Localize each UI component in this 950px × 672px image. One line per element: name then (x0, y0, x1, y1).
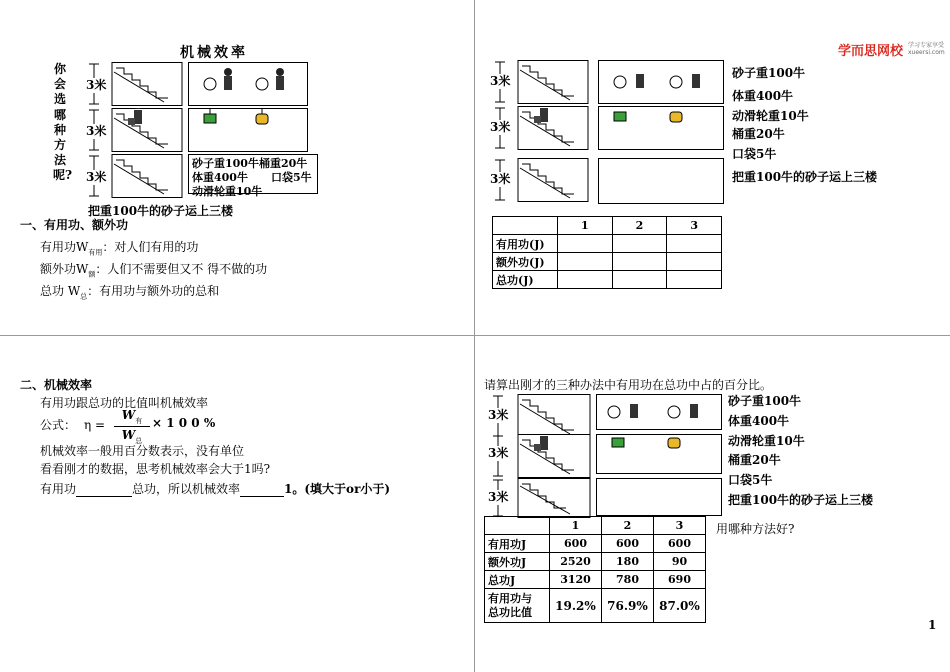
pulley-load-illustration (188, 108, 308, 152)
info-bag-weight: 口袋5牛 (732, 147, 777, 162)
section-2-heading: 二、机械效率 (20, 378, 93, 392)
info-sand-weight: 砂子重100牛 (728, 394, 802, 408)
fill-in-blank: 有用功 总功，所以机械效率 1。(填大于or小于) (40, 482, 391, 496)
table-cell[interactable] (612, 253, 667, 271)
q2-pulley-1 (598, 60, 724, 108)
table-cell[interactable] (667, 235, 722, 253)
table-row: 有用功与 总功比值 19.2% 76.9% 87.0% (485, 589, 706, 623)
table-cell[interactable] (612, 271, 667, 289)
table-header-row: 1 2 3 (493, 217, 722, 235)
q4-pulley-1 (596, 394, 722, 434)
q2-empty-box (598, 158, 724, 204)
box-line-3: 动滑轮重10牛 (192, 185, 263, 198)
q2-height-1: 3米 (490, 74, 511, 88)
height-label-2: 3米 (86, 124, 107, 138)
box-line-1: 砂子重100牛桶重20牛 (192, 157, 308, 170)
box-line-2: 体重400牛 口袋5牛 (192, 171, 312, 184)
q2-pulley-2 (598, 106, 724, 154)
brand-logo-sub: 学习专家享受 xueersi.com (908, 42, 945, 56)
parameters-box (188, 154, 318, 198)
which-method-question: 用哪种方法好? (716, 522, 795, 536)
table-row: 有用功(J) (493, 235, 722, 253)
efficiency-question: 看看刚才的数据，思考机械效率会大于1吗? (40, 462, 271, 476)
q2-height-2: 3米 (490, 120, 511, 134)
efficiency-note: 机械效率一般用百分数表示，没有单位 (40, 444, 245, 458)
q4-results-table (484, 516, 706, 623)
formula-denominator: $W_总$ (121, 428, 143, 446)
table-cell[interactable] (558, 271, 613, 289)
info-bucket-weight: 桶重20牛 (732, 127, 785, 142)
table-row: 有用功J 600 600 600 (485, 535, 706, 553)
height-label-1: 3米 (86, 78, 107, 92)
q4-height-2: 3米 (488, 446, 509, 460)
info-bag-weight: 口袋5牛 (728, 473, 773, 488)
table-cell[interactable] (667, 271, 722, 289)
q2-height-3: 3米 (490, 172, 511, 186)
table-cell[interactable] (558, 253, 613, 271)
def-total-work: 总功 $W_总$：有用功与额外功的总和 (40, 284, 220, 301)
slide-1-title: 机械效率 (180, 45, 248, 61)
horizontal-divider (0, 335, 950, 336)
info-body-weight: 体重400牛 (728, 413, 790, 428)
info-body-weight: 体重400牛 (732, 88, 794, 103)
def-useful-work: 有用功$W_{有用}$：对人们有用的功 (40, 240, 199, 257)
brand-logo: 学而思网校 (838, 44, 904, 59)
blank-2[interactable] (240, 484, 284, 497)
q4-height-1: 3米 (488, 408, 509, 422)
table-cell[interactable] (612, 235, 667, 253)
vertical-question: 你会选哪种方法呢? (53, 62, 73, 183)
formula-numerator: $W_有$ (114, 404, 150, 427)
q4-question: 请算出刚才的三种办法中有用功在总功中占的百分比。 (484, 378, 773, 392)
info-task: 把重100牛的砂子运上三楼 (728, 492, 874, 507)
info-pulley-weight: 动滑轮重10牛 (728, 433, 805, 448)
table-cell[interactable] (558, 235, 613, 253)
page-number: 1 (928, 618, 937, 632)
q4-height-3: 3米 (488, 490, 509, 504)
efficiency-definition: 有用功跟总功的比值叫机械效率 (40, 396, 209, 410)
table-row: 总功J 3120 780 690 (485, 571, 706, 589)
task-caption: 把重100牛的砂子运上三楼 (88, 204, 234, 218)
q4-info-list (728, 392, 873, 511)
table-row: 额外功(J) (493, 253, 722, 271)
pulley-scene-middle (188, 108, 308, 156)
formula-eta: η = (84, 418, 106, 432)
section-1-heading: 一、有用功、额外功 (20, 218, 129, 232)
table-cell[interactable] (667, 253, 722, 271)
vertical-divider (474, 0, 475, 672)
formula-times-100: × 1 0 0 % (152, 416, 216, 430)
table-row: 总功(J) (493, 271, 722, 289)
blank-1[interactable] (76, 484, 132, 497)
formula-label: 公式： (40, 418, 77, 432)
info-bucket-weight: 桶重20牛 (728, 453, 781, 468)
info-task: 把重100牛的砂子运上三楼 (732, 169, 878, 184)
table-row: 额外功J 2520 180 90 (485, 553, 706, 571)
pulley-scene-top (188, 62, 308, 110)
q4-pulley-2 (596, 434, 722, 478)
height-label-3: 3米 (86, 170, 107, 184)
q4-empty-box (596, 478, 722, 516)
info-pulley-weight: 动滑轮重10牛 (732, 109, 809, 124)
q2-info-list (732, 62, 877, 188)
q2-work-table (492, 216, 722, 289)
pulley-illustration (188, 62, 308, 106)
info-sand-weight: 砂子重100牛 (732, 66, 806, 80)
table-header-row: 1 2 3 (485, 517, 706, 535)
def-extra-work: 额外功$W_额$：人们不需要但又不 得不做的功 (40, 262, 268, 279)
